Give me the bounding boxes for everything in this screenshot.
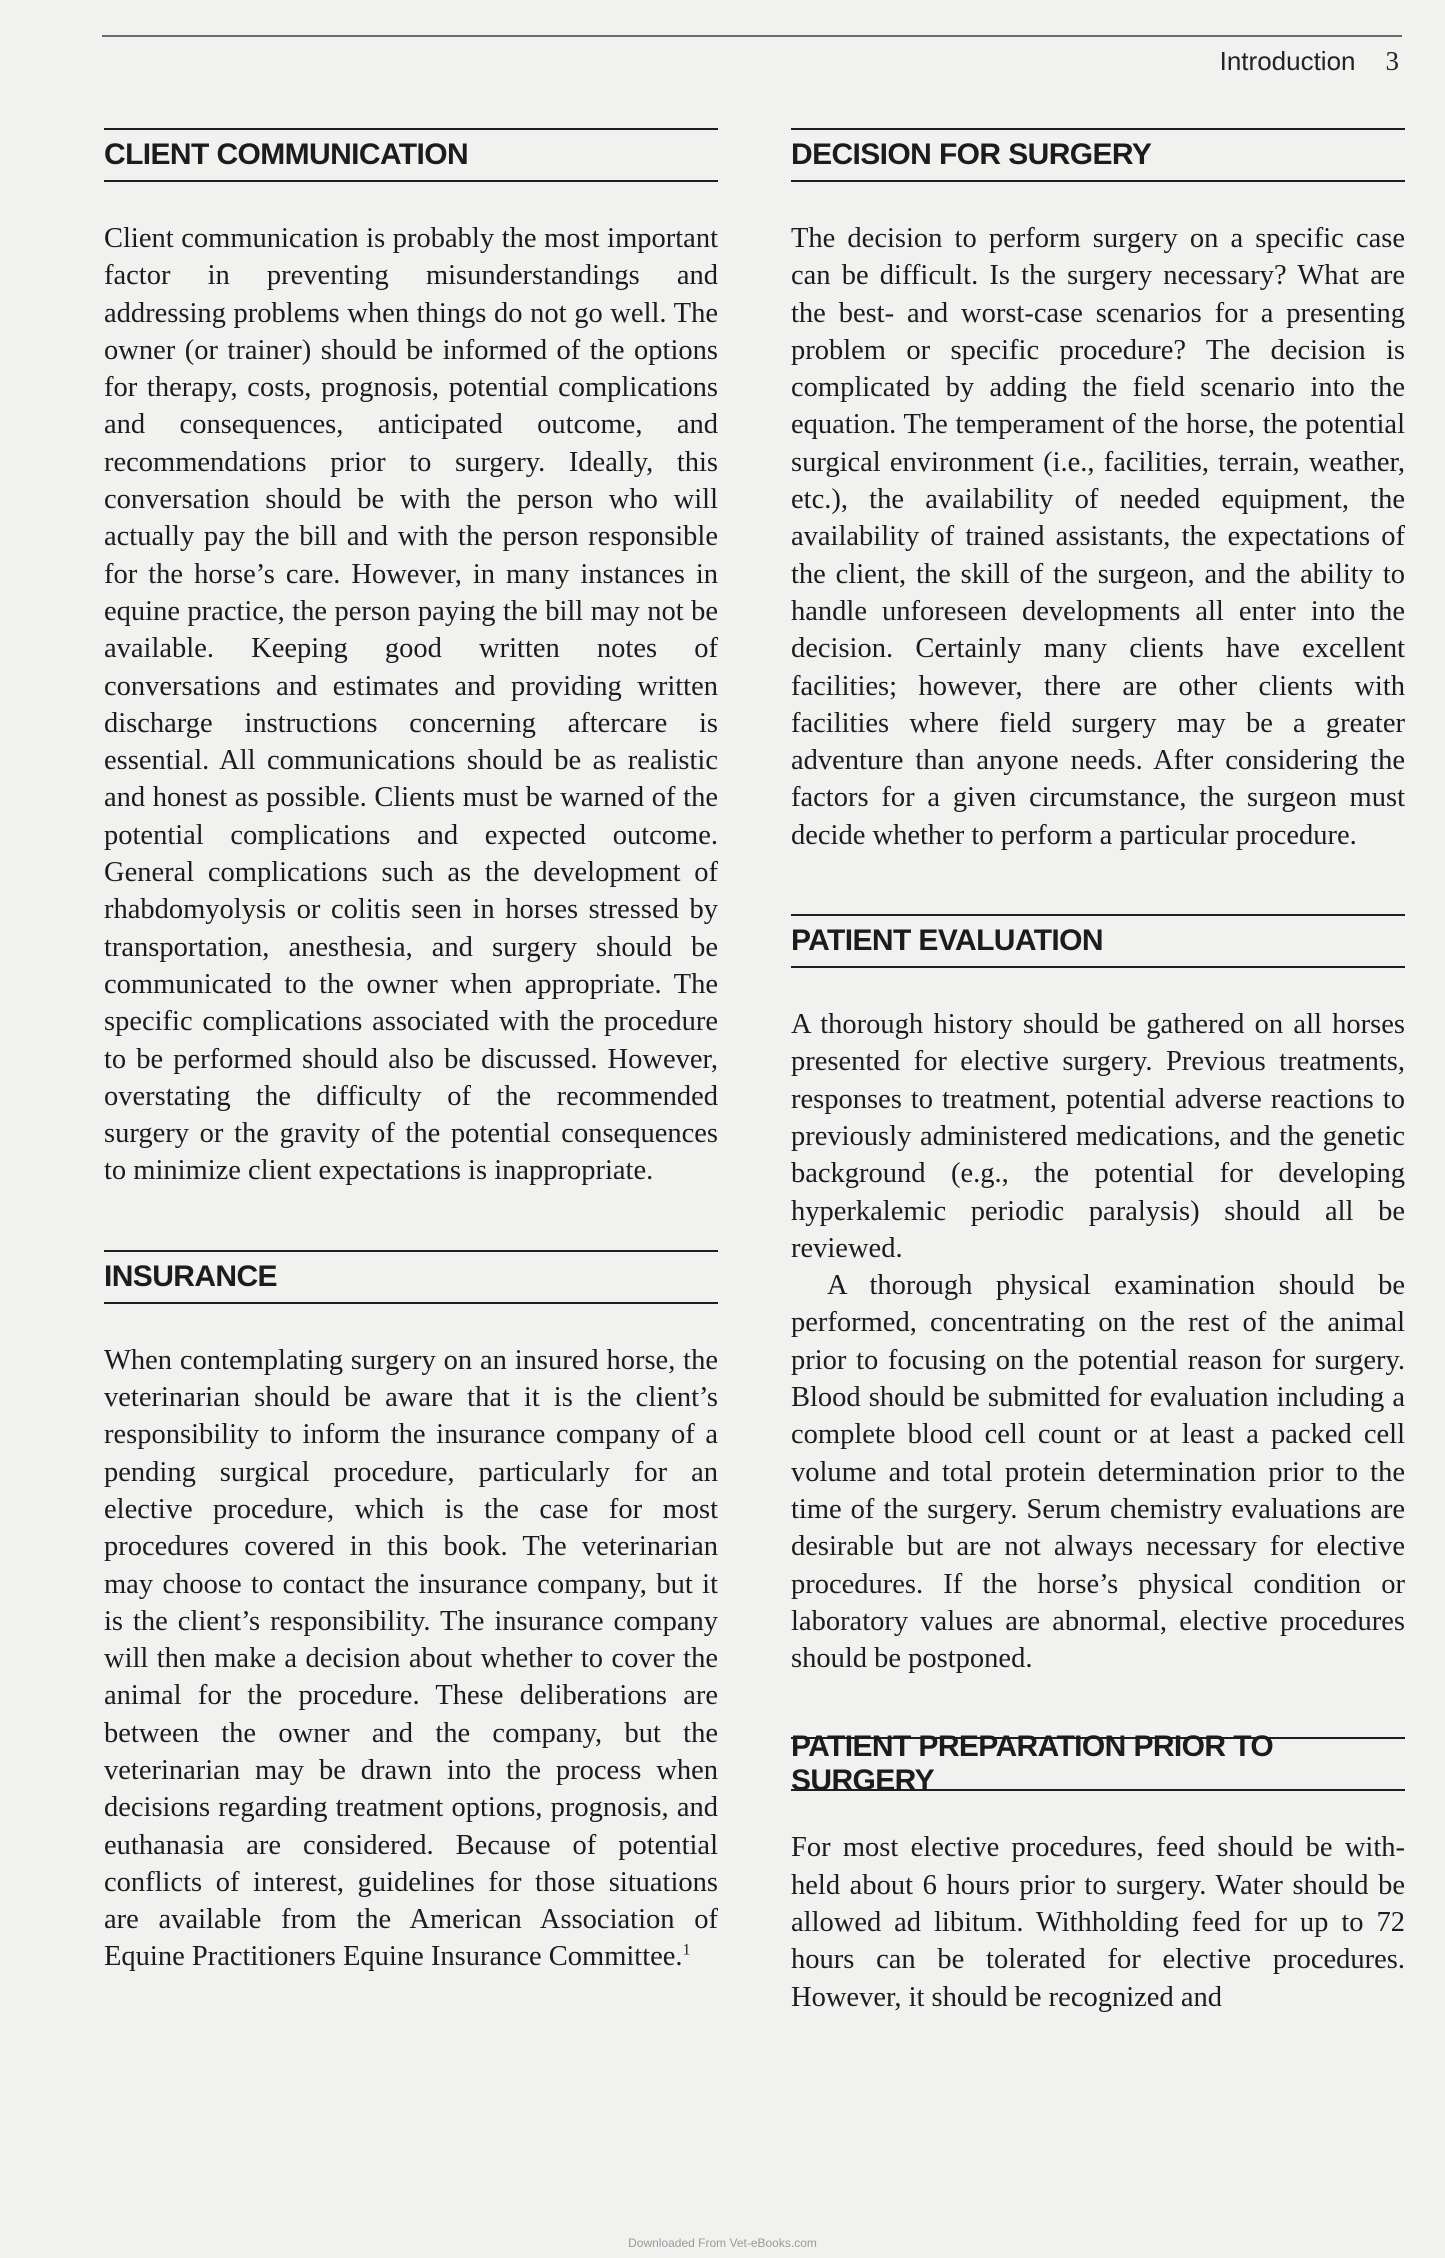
- running-title: Introduction: [1219, 46, 1356, 76]
- section-client-communication: [104, 128, 718, 1190]
- section-heading: INSURANCE: [104, 1250, 718, 1304]
- section-patient-evaluation: [791, 914, 1405, 1677]
- running-head: [1220, 46, 1399, 77]
- body-paragraph: The decision to perform surgery on a specific case can be difficult. Is the surgery necessary? What are the best- and worst-case scenarios for a presenting problem or specific procedure? The decision is complicated by adding the field scenario into the equation. The temperament of the horse, the potential surgical environment (i.e., facilities, terrain, weather, etc.), the availability of needed equipment, the availability of trained assistants, the expectations of the client, the skill of the surgeon, and the ability to handle unforeseen developments all enter into the decision. Certainly many clients have excellent facilities; however, there are other clients with facilities where field surgery may be a greater adventure than anyone needs. After considering the factors for a given circumstance, the surgeon must decide whether to perform a particular procedure.: [791, 223, 1405, 851]
- body-paragraph: [104, 1342, 718, 1976]
- left-column: [104, 128, 718, 2036]
- page-number: 3: [1385, 46, 1399, 76]
- body-paragraph: A thorough physical examination should be performed, concentrating on the rest of the animal prior to focusing on the potential reason for surgery. Blood should be submitted for evaluation including a complete blood cell count or at least a packed cell volume and total protein determination prior to the time of the surgery. Serum chemistry evaluations are desirable but are not always necessary for elective procedures. If the horse’s physical condition or laboratory values are abnormal, elective procedures should be postponed.: [791, 1270, 1405, 1675]
- body-paragraph: For most elective procedures, feed should be withheld about 6 hours prior to surgery. Water should be allowed ad libitum. Withholding feed for up to 72 hours can be tolerated for elective procedures. However, it should be recognized and: [791, 1832, 1405, 2013]
- section-heading: PATIENT EVALUATION: [791, 914, 1405, 968]
- body-paragraph: A thorough history should be gathered on all horses presented for elective surgery. Previous treatments, responses to treatment, potential adverse reactions to previously administered medications, and the genetic background (e.g., the potential for developing hyperkalemic periodic paralysis) should all be reviewed.: [791, 1009, 1405, 1264]
- section-heading: CLIENT COMMUNICATION: [104, 128, 718, 182]
- section-heading: PATIENT PREPARATION PRIOR TO SURGERY: [791, 1737, 1405, 1791]
- footnote-ref: 1: [682, 1941, 691, 1959]
- paragraph-text: When contemplating surgery on an insured horse, the veterinarian should be aware that it is the client’s responsibility to inform the insurance company of a pending surgical procedure, particularly for an elective procedure, which is the case for most procedures covered in this book. The veterinarian may choose to contact the insurance company, but it is the client’s responsibility. The insurance company will then make a decision about whether to cover the animal for the procedure. These deliberations are between the owner and the company, but the veterinarian may be drawn into the process when decisions regarding treatment options, prognosis, and euthanasia are considered. Because of potential conflicts of interest, guidelines for those situations are available from the American Association of Equine Practitioners Equine Insurance Committee.: [104, 1344, 718, 1973]
- top-rule: [102, 35, 1402, 37]
- section-insurance: [104, 1250, 718, 1976]
- footer-watermark: Downloaded From Vet-eBooks.com: [628, 2236, 817, 2250]
- section-heading: DECISION FOR SURGERY: [791, 128, 1405, 182]
- body-paragraph: Client communication is probably the most important factor in preventing misunderstandings and addressing problems when things do not go well. The owner (or trainer) should be informed of the options for therapy, costs, prognosis, potential complications and consequences, anticipated outcome, and recommendations prior to surgery. Ideally, this conversation should be with the person who will actually pay the bill and with the person responsible for the horse’s care. However, in many instances in equine practice, the person paying the bill may not be available. Keeping good written notes of conversations and estimates and providing written discharge instructions concerning aftercare is essential. All communications should be as realistic and honest as possible. Clients must be warned of the potential complications and expected outcome. General complications such as the development of rhabdomyolysis or colitis seen in horses stressed by transportation, anesthesia, and surgery should be communicated to the owner when appropriate. The specific complications associated with the procedure to be performed should also be discussed. However, overstating the difficulty of the recommended surgery or the gravity of the potential consequences to minimize client expectations is inappropriate.: [104, 223, 718, 1187]
- section-decision-for-surgery: [791, 128, 1405, 854]
- right-column: [791, 128, 1405, 2076]
- section-patient-preparation: [791, 1730, 1405, 2015]
